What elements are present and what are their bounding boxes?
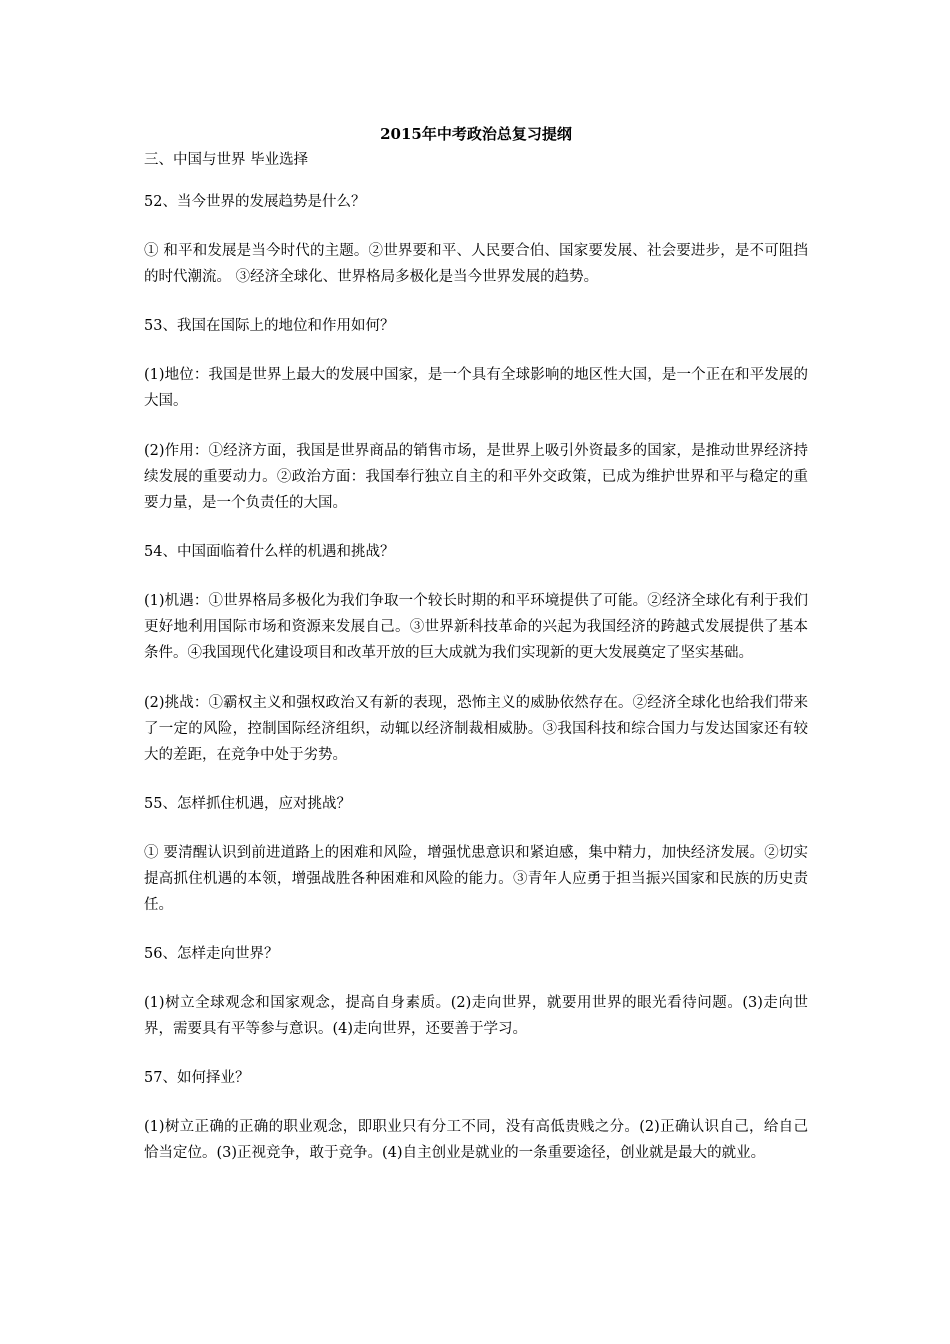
answer-56: (1)树立全球观念和国家观念，提高自身素质。(2)走向世界，就要用世界的眼光看待问题。(3)走向世界，需要具有平等参与意识。(4)走向世界，还要善于学习。 (144, 995, 808, 1037)
answer-55: ① 要清醒认识到前进道路上的困难和风险，增强忧患意识和紧迫感，集中精力，加快经济发展。②切实提高抓住机遇的本领，增强战胜各种困难和风险的能力。③青年人应勇于担当振兴国家和民族的历史责任。 (144, 845, 808, 913)
question-52: 52、当今世界的发展趋势是什么？ (144, 194, 366, 210)
answer-53-status: (1)地位：我国是世界上最大的发展中国家，是一个具有全球影响的地区性大国，是一个正在和平发展的大国。 (144, 367, 808, 409)
answer-57: (1)树立正确的正确的职业观念，即职业只有分工不同，没有高低贵贱之分。(2)正确认识自己，给自己恰当定位。(3)正视竞争，敢于竞争。(4)自主创业是就业的一条重要途径，创业就是最大的就业。 (144, 1119, 808, 1161)
answer-53-role: (2)作用：①经济方面，我国是世界商品的销售市场，是世界上吸引外资最多的国家，是推动世界经济持续发展的重要动力。②政治方面：我国奉行独立自主的和平外交政策，已成为维护世界和平与稳定的重要力量，是一个负责任的大国。 (144, 443, 808, 511)
answer-52: ① 和平和发展是当今时代的主题。②世界要和平、人民要合伯、国家要发展、社会要进步，是不可阻挡的时代潮流。 ③经济全球化、世界格局多极化是当今世界发展的趋势。 (144, 243, 808, 285)
question-55: 55、怎样抓住机遇，应对挑战？ (144, 796, 351, 812)
question-54: 54、中国面临着什么样的机遇和挑战？ (144, 544, 395, 560)
question-57: 57、如何择业？ (144, 1070, 250, 1086)
section-heading: 三、中国与世界 毕业选择 (144, 152, 309, 168)
question-53: 53、我国在国际上的地位和作用如何？ (144, 318, 395, 334)
document-title: 2015年中考政治总复习提纲 (380, 125, 572, 143)
answer-54-challenges: (2)挑战：①霸权主义和强权政治又有新的表现，恐怖主义的威胁依然存在。②经济全球化也给我们带来了一定的风险，控制国际经济组织，动辄以经济制裁相威胁。③我国科技和综合国力与发达国家还有较大的差距，在竞争中处于劣势。 (144, 695, 808, 763)
document-body (144, 122, 808, 1190)
answer-54-opportunities: (1)机遇：①世界格局多极化为我们争取一个较长时期的和平环境提供了可能。②经济全球化有利于我们更好地利用国际市场和资源来发展自己。③世界新科技革命的兴起为我国经济的跨越式发展提供了基本条件。④我国现代化建设项目和改革开放的巨大成就为我们实现新的更大发展奠定了坚实基础。 (144, 593, 808, 661)
question-56: 56、怎样走向世界？ (144, 946, 279, 962)
